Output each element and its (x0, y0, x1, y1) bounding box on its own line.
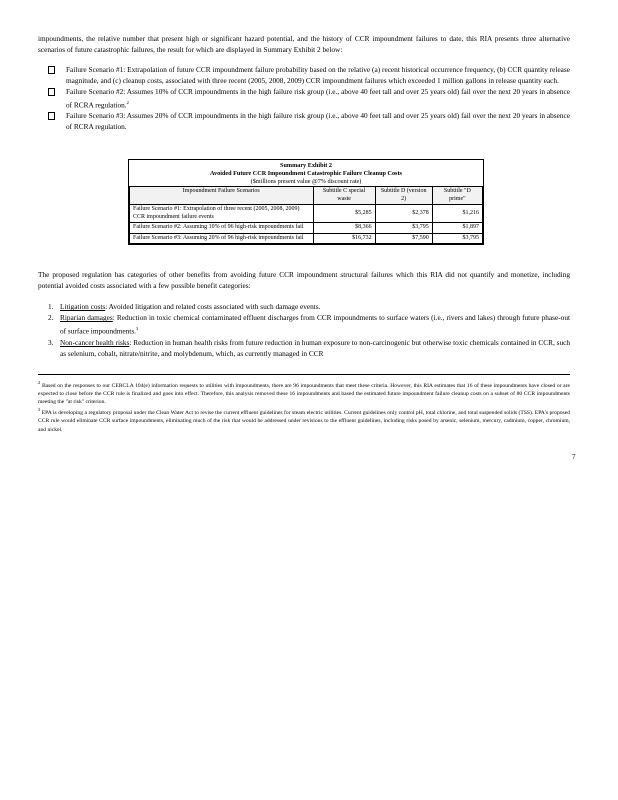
col-header: Subtitle C special waste (313, 187, 375, 205)
cell-value: $2,378 (375, 205, 432, 223)
cell-value: $16,732 (313, 233, 375, 244)
cell-value: $5,285 (313, 205, 375, 223)
list-item: Failure Scenario #2: Assumes 10% of CCR impoundments in the high failure risk group (i.e., above 40 feet tall and over 25 years old) fail over the next 20 years in absence of RCRA regulation.$^2$ (38, 86, 570, 110)
table-row (130, 233, 483, 244)
table-row (130, 205, 483, 223)
cell-value: $7,590 (375, 233, 432, 244)
col-header: Subtitle D (version 2) (375, 187, 432, 205)
row-label: Failure Scenario #1: Extrapolation of three recent (2005, 2008, 2009) CCR impoundment failure events (130, 205, 314, 223)
benefits-paragraph: The proposed regulation has categories of other benefits from avoiding future CCR impoundment structural failures which this RIA did not quantify and monetize, including potential avoided costs associated with a few possible benefit categories: (38, 270, 570, 291)
cell-value: $3,795 (375, 223, 432, 234)
footnote-ref: 3 (136, 326, 139, 332)
item-title: Non-cancer health risks (60, 337, 130, 347)
intro-paragraph: impoundments, the relative number that present high or significant hazard potential, and the history of CCR impoundment failures to date, this RIA presents three alternative scenarios of future catastrophic failures, the result for which are displayed in Summary Exhibit 2 below: (38, 34, 570, 54)
row-label: Failure Scenario #3: Assuming 20% of 96 high-risk impoundments fail (130, 233, 314, 244)
cell-value: $1,897 (432, 223, 482, 234)
table-caption: Summary Exhibit 2 Avoided Future CCR Impoundment Catastrophic Failure Cleanup Costs ($millions present value @7% discount rate) (210, 162, 402, 186)
checkbox-icon (48, 112, 55, 120)
document-page (38, 33, 570, 434)
checkbox-icon (48, 66, 55, 74)
cell-value: $3,795 (432, 233, 482, 244)
footnote: $^3$ EPA is developing a regulatory proposal under the Clean Water Act to revise the current effluent guidelines for steam electric utilities. Current guidelines only control pH, total chlorine, and total suspended solids (TSS). EPA's proposed CCR rule would eliminate CCR surface impoundments, eliminating much of the risk that would be addressed under revisions to the effluent guidelines, including risks posed by arsenic, selenium, mercury, cadmium, copper, chromium, and nickel. (38, 407, 570, 433)
footnote: $^2$ Based on the responses to our CERCLA 104(e) information requests to utilities with impoundments, there are 96 impoundments that meet these criteria. However, this RIA estimates that 16 of these impoundments have closed or are expected to close before the CCR rule is finalized and goes into effect. Therefore, this analysis removed these 16 impoundments and based the estimated future impoundment failure cleanup costs on a subset of 80 CCR impoundments meeting the "at risk" criterion. (38, 379, 570, 406)
footnotes (38, 374, 570, 434)
item-title: Riparian damages (60, 313, 113, 323)
summary-exhibit-table (128, 159, 484, 245)
cell-value: $8,366 (313, 223, 375, 234)
table-header-row (130, 187, 483, 205)
scenario-list (38, 64, 570, 132)
col-header: Impoundment Failure Scenarios (130, 187, 314, 205)
footnote-ref: 2 (126, 100, 129, 105)
cost-table (129, 186, 483, 244)
item-title: Litigation costs (60, 302, 106, 312)
list-item: 1. Litigation costs: Avoided litigation and related costs associated with such damage events. (48, 302, 321, 312)
checkbox-icon (48, 88, 55, 96)
list-item: 2. Riparian damages: Reduction in toxic chemical contaminated effluent discharges from CCR impoundments to surface waters (i.e., rivers and lakes) through future phase-out of surface impoundments.$^3$ (48, 313, 570, 336)
list-item: 3. Non-cancer health risks: Reduction in human health risks from future reduction in human exposure to non-carcinogenic but otherwise toxic chemicals contained in CCR, such as selenium, cobalt, nitrate/nitrite, and molybdenum, which, as currently managed in CCR (48, 337, 570, 358)
row-label: Failure Scenario #2: Assuming 10% of 96 high-risk impoundments fail (130, 223, 314, 234)
list-item: Failure Scenario #3: Assumes 20% of CCR impoundments in the high failure risk group (i.e., above 40 feet tall and over 25 years old) fail over the next 20 years in absence of RCRA regulation. (38, 110, 570, 132)
col-header: Subtitle "D prime" (432, 187, 482, 205)
page-number: 7 (572, 453, 576, 461)
list-item: Failure Scenario #1: Extrapolation of future CCR impoundment failure probability based on the relative (a) recent historical occurrence frequency, (b) CCR quantity release magnitude, and (c) cleanup costs, associated with three recent (2005, 2008, 2009) CCR impoundment failures which exceeded 1 million gallons in release quantity each. (38, 64, 570, 86)
benefit-list (38, 301, 570, 358)
cell-value: $1,216 (432, 205, 482, 223)
table-row (130, 223, 483, 234)
